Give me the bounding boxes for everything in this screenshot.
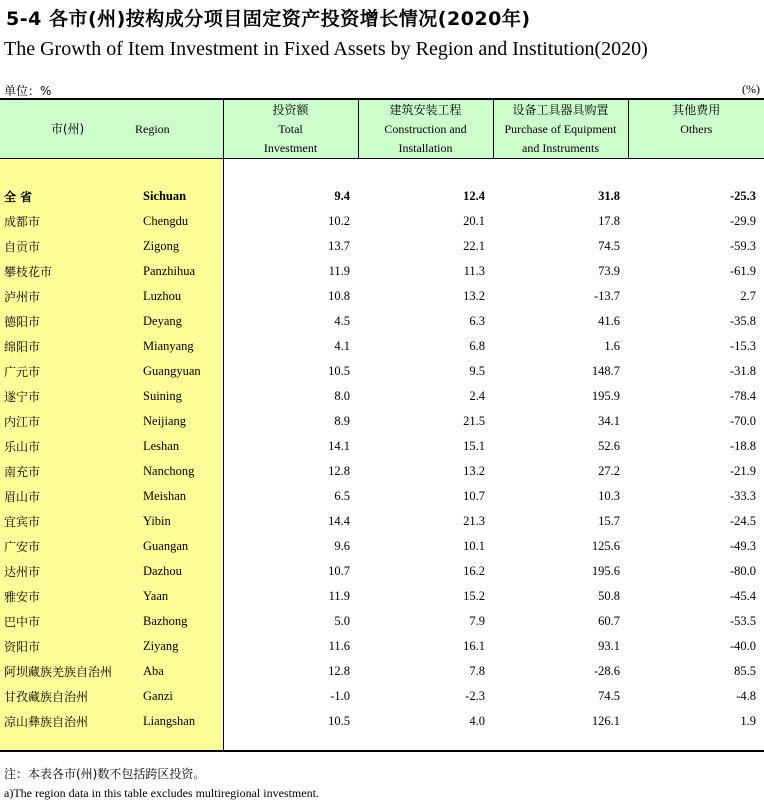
cell-equipment: 50.8 bbox=[598, 589, 620, 603]
cell-city: 德阳市 bbox=[0, 309, 135, 334]
cell-equipment: 10.3 bbox=[598, 489, 620, 503]
cell-construction: 15.1 bbox=[463, 439, 485, 453]
cell-total: 8.0 bbox=[223, 384, 358, 409]
cell-total: 11.9 bbox=[223, 584, 358, 609]
table-row bbox=[0, 534, 764, 559]
header-city: 市(州) bbox=[0, 99, 135, 159]
table-row bbox=[0, 234, 764, 259]
table-row bbox=[0, 384, 764, 409]
cell-construction: 10.1 bbox=[463, 539, 485, 553]
cell-others: -78.4 bbox=[729, 389, 756, 403]
cell-total: 12.8 bbox=[223, 659, 358, 684]
cell-region: Sichuan bbox=[135, 184, 223, 209]
cell-region: Nanchong bbox=[135, 459, 223, 484]
cell-city: 绵阳市 bbox=[0, 334, 135, 359]
cell-equipment: 74.5 bbox=[598, 239, 620, 253]
cell-total: 10.5 bbox=[223, 359, 358, 384]
cell-total: 10.7 bbox=[223, 559, 358, 584]
header-total: 投资额 Total Investment bbox=[223, 99, 358, 159]
unit-label-right: (%) bbox=[742, 82, 760, 96]
cell-others: -24.5 bbox=[729, 514, 756, 528]
table-row bbox=[0, 284, 764, 309]
footnote-zh: 注：本表各市(州)数不包括跨区投资。 bbox=[4, 767, 206, 781]
cell-equipment: 17.8 bbox=[598, 214, 620, 228]
cell-equipment: 15.7 bbox=[598, 514, 620, 528]
cell-construction: 7.8 bbox=[469, 664, 485, 678]
cell-others: -15.3 bbox=[729, 339, 756, 353]
cell-equipment: 195.6 bbox=[591, 564, 620, 578]
cell-total: -1.0 bbox=[223, 684, 358, 709]
cell-others: 1.9 bbox=[740, 714, 756, 728]
cell-total: 11.9 bbox=[223, 259, 358, 284]
cell-city: 南充市 bbox=[0, 459, 135, 484]
cell-region: Luzhou bbox=[135, 284, 223, 309]
header-construction: 建筑安装工程 Construction and Installation bbox=[358, 99, 493, 159]
table-row bbox=[0, 684, 764, 709]
page-title-en: The Growth of Item Investment in Fixed Assets by Region and Institution(2020) bbox=[4, 38, 648, 60]
cell-equipment: -13.7 bbox=[593, 289, 620, 303]
cell-total: 10.8 bbox=[223, 284, 358, 309]
cell-others: -4.8 bbox=[736, 689, 756, 703]
cell-total: 5.0 bbox=[223, 609, 358, 634]
cell-construction: 6.3 bbox=[469, 314, 485, 328]
cell-construction: 4.0 bbox=[469, 714, 485, 728]
cell-equipment: 60.7 bbox=[598, 614, 620, 628]
cell-equipment: 125.6 bbox=[591, 539, 620, 553]
investment-table bbox=[0, 98, 764, 752]
cell-city: 资阳市 bbox=[0, 634, 135, 659]
cell-city: 阿坝藏族羌族自治州 bbox=[0, 659, 135, 684]
cell-region: Meishan bbox=[135, 484, 223, 509]
cell-total: 14.1 bbox=[223, 434, 358, 459]
table-row bbox=[0, 484, 764, 509]
cell-construction: 13.2 bbox=[463, 289, 485, 303]
cell-total: 6.5 bbox=[223, 484, 358, 509]
table-row bbox=[0, 409, 764, 434]
cell-city: 雅安市 bbox=[0, 584, 135, 609]
cell-equipment: 1.6 bbox=[604, 339, 620, 353]
cell-others: -25.3 bbox=[729, 189, 756, 203]
cell-others: -31.8 bbox=[729, 364, 756, 378]
table-row bbox=[0, 309, 764, 334]
cell-construction: 13.2 bbox=[463, 464, 485, 478]
cell-total: 14.4 bbox=[223, 509, 358, 534]
table-row bbox=[0, 609, 764, 634]
spacer-row bbox=[0, 159, 764, 185]
cell-equipment: 93.1 bbox=[598, 639, 620, 653]
cell-region: Guangan bbox=[135, 534, 223, 559]
cell-construction: 12.4 bbox=[463, 189, 485, 203]
cell-city: 乐山市 bbox=[0, 434, 135, 459]
cell-region: Dazhou bbox=[135, 559, 223, 584]
cell-others: -53.5 bbox=[729, 614, 756, 628]
cell-equipment: 34.1 bbox=[598, 414, 620, 428]
cell-region: Yibin bbox=[135, 509, 223, 534]
table-row bbox=[0, 259, 764, 284]
cell-equipment: 73.9 bbox=[598, 264, 620, 278]
cell-equipment: 126.1 bbox=[591, 714, 620, 728]
cell-city: 成都市 bbox=[0, 209, 135, 234]
cell-others: -45.4 bbox=[729, 589, 756, 603]
cell-region: Leshan bbox=[135, 434, 223, 459]
cell-others: 2.7 bbox=[740, 289, 756, 303]
cell-city: 宜宾市 bbox=[0, 509, 135, 534]
cell-others: -49.3 bbox=[729, 539, 756, 553]
cell-region: Chengdu bbox=[135, 209, 223, 234]
cell-construction: 9.5 bbox=[469, 364, 485, 378]
cell-construction: 20.1 bbox=[463, 214, 485, 228]
header-others: 其他费用 Others bbox=[628, 99, 764, 159]
cell-total: 4.1 bbox=[223, 334, 358, 359]
cell-region: Yaan bbox=[135, 584, 223, 609]
cell-construction: 22.1 bbox=[463, 239, 485, 253]
table-header-row bbox=[0, 99, 764, 159]
cell-region: Panzhihua bbox=[135, 259, 223, 284]
table-row bbox=[0, 509, 764, 534]
cell-equipment: 74.5 bbox=[598, 689, 620, 703]
header-equipment: 设备工具器具购置 Purchase of Equipment and Instruments bbox=[493, 99, 628, 159]
bottom-padding-row bbox=[0, 734, 764, 751]
cell-construction: -2.3 bbox=[465, 689, 485, 703]
cell-city: 广元市 bbox=[0, 359, 135, 384]
cell-others: -21.9 bbox=[729, 464, 756, 478]
table-row bbox=[0, 709, 764, 734]
cell-region: Neijiang bbox=[135, 409, 223, 434]
cell-total: 11.6 bbox=[223, 634, 358, 659]
cell-construction: 21.3 bbox=[463, 514, 485, 528]
cell-city: 攀枝花市 bbox=[0, 259, 135, 284]
cell-total: 4.5 bbox=[223, 309, 358, 334]
cell-others: -70.0 bbox=[729, 414, 756, 428]
cell-region: Aba bbox=[135, 659, 223, 684]
cell-others: -59.3 bbox=[729, 239, 756, 253]
cell-construction: 16.2 bbox=[463, 564, 485, 578]
cell-others: -61.9 bbox=[729, 264, 756, 278]
cell-city: 眉山市 bbox=[0, 484, 135, 509]
cell-others: -18.8 bbox=[729, 439, 756, 453]
cell-city: 内江市 bbox=[0, 409, 135, 434]
cell-others: -29.9 bbox=[729, 214, 756, 228]
cell-others: -40.0 bbox=[729, 639, 756, 653]
cell-construction: 11.3 bbox=[463, 264, 485, 278]
cell-total: 10.2 bbox=[223, 209, 358, 234]
cell-city: 达州市 bbox=[0, 559, 135, 584]
table-row bbox=[0, 434, 764, 459]
cell-others: -35.8 bbox=[729, 314, 756, 328]
cell-construction: 7.9 bbox=[469, 614, 485, 628]
cell-construction: 15.2 bbox=[463, 589, 485, 603]
cell-region: Guangyuan bbox=[135, 359, 223, 384]
cell-equipment: 195.9 bbox=[591, 389, 620, 403]
cell-region: Liangshan bbox=[135, 709, 223, 734]
cell-equipment: 27.2 bbox=[598, 464, 620, 478]
cell-city: 遂宁市 bbox=[0, 384, 135, 409]
cell-construction: 16.1 bbox=[463, 639, 485, 653]
cell-city: 巴中市 bbox=[0, 609, 135, 634]
table-row bbox=[0, 459, 764, 484]
cell-city: 甘孜藏族自治州 bbox=[0, 684, 135, 709]
cell-total: 9.6 bbox=[223, 534, 358, 559]
cell-total: 9.4 bbox=[223, 184, 358, 209]
cell-others: -80.0 bbox=[729, 564, 756, 578]
cell-region: Ganzi bbox=[135, 684, 223, 709]
cell-region: Suining bbox=[135, 384, 223, 409]
cell-total: 8.9 bbox=[223, 409, 358, 434]
footnote-en: a)The region data in this table excludes multiregional investment. bbox=[4, 786, 319, 800]
cell-region: Deyang bbox=[135, 309, 223, 334]
cell-total: 13.7 bbox=[223, 234, 358, 259]
cell-region: Bazhong bbox=[135, 609, 223, 634]
table-row bbox=[0, 559, 764, 584]
cell-equipment: 52.6 bbox=[598, 439, 620, 453]
cell-total: 10.5 bbox=[223, 709, 358, 734]
cell-city: 泸州市 bbox=[0, 284, 135, 309]
cell-construction: 21.5 bbox=[463, 414, 485, 428]
cell-others: 85.5 bbox=[734, 664, 756, 678]
table-row bbox=[0, 659, 764, 684]
cell-city: 广安市 bbox=[0, 534, 135, 559]
cell-city: 自贡市 bbox=[0, 234, 135, 259]
table-row bbox=[0, 359, 764, 384]
unit-label: 单位：% bbox=[4, 84, 52, 98]
page-title-zh: 5-4 各市(州)按构成分项目固定资产投资增长情况(2020年) bbox=[6, 8, 531, 30]
data-table-container bbox=[0, 98, 764, 752]
cell-construction: 2.4 bbox=[469, 389, 485, 403]
cell-equipment: 41.6 bbox=[598, 314, 620, 328]
cell-city: 全 省 bbox=[0, 184, 135, 209]
header-region: Region bbox=[135, 99, 223, 159]
cell-construction: 6.8 bbox=[469, 339, 485, 353]
table-row bbox=[0, 334, 764, 359]
table-row bbox=[0, 584, 764, 609]
cell-region: Ziyang bbox=[135, 634, 223, 659]
cell-others: -33.3 bbox=[729, 489, 756, 503]
cell-equipment: 31.8 bbox=[598, 189, 620, 203]
table-row bbox=[0, 634, 764, 659]
cell-construction: 10.7 bbox=[463, 489, 485, 503]
cell-region: Mianyang bbox=[135, 334, 223, 359]
cell-equipment: -28.6 bbox=[593, 664, 620, 678]
cell-equipment: 148.7 bbox=[591, 364, 620, 378]
table-row bbox=[0, 184, 764, 209]
table-row bbox=[0, 209, 764, 234]
cell-region: Zigong bbox=[135, 234, 223, 259]
cell-total: 12.8 bbox=[223, 459, 358, 484]
cell-city: 凉山彝族自治州 bbox=[0, 709, 135, 734]
